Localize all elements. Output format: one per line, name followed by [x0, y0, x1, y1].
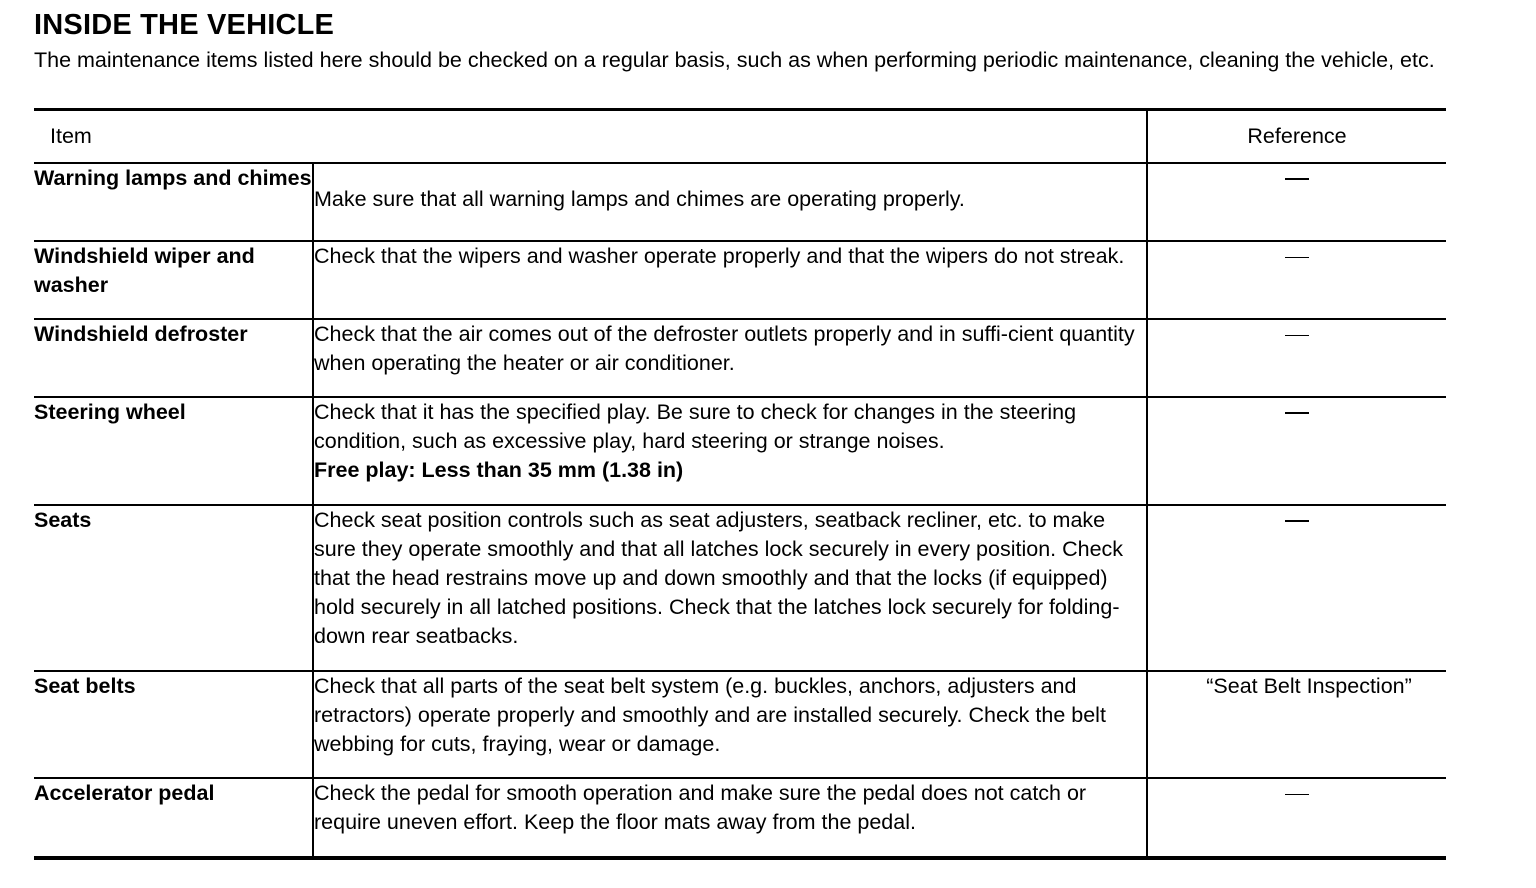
no-reference-dash — [1285, 794, 1309, 795]
intro-paragraph: The maintenance items listed here should be checked on a regular basis, such as when performing periodic maintenance, cleaning the vehicle, etc. — [34, 48, 1435, 72]
item-reference — [1147, 505, 1446, 671]
item-description — [313, 505, 1147, 671]
description-text: Check that the wipers and washer operate properly and that the wipers do not streak. — [314, 244, 1125, 268]
item-name: Warning lamps and chimes — [34, 163, 313, 241]
item-description — [313, 319, 1147, 397]
item-name: Seats — [34, 505, 313, 671]
no-reference-dash — [1285, 520, 1309, 522]
no-reference-dash — [1285, 335, 1309, 336]
description-text: Check seat position controls such as seat adjusters, seatback recliner, etc. to make sure they operate smoothly and that all latches lock securely in every position. Check that the head restrains move up and down smoothly and that the locks (if equipped) hold securely in all latched positions. Check that the latches lock securely for folding-down rear seatbacks. — [314, 508, 1124, 648]
description-text: Check the pedal for smooth operation and make sure the pedal does not catch or require uneven effort. Keep the floor mats away from the pedal. — [314, 781, 1087, 834]
table-row — [34, 241, 1446, 319]
description-text: Check that the air comes out of the defroster outlets properly and in suffi-cient quantity when operating the heater or air conditioner. — [314, 322, 1135, 375]
free-play-spec: Free play: Less than 35 mm (1.38 in) — [314, 458, 684, 482]
table-header-row — [34, 110, 1446, 164]
item-description — [313, 671, 1147, 778]
item-description — [313, 778, 1147, 858]
table-row — [34, 319, 1446, 397]
item-name: Accelerator pedal — [34, 781, 215, 805]
table-row — [34, 778, 1446, 858]
item-reference — [1147, 397, 1446, 505]
document-page — [34, 0, 1446, 834]
table-row — [34, 505, 1446, 671]
table-row — [34, 397, 1446, 505]
header-reference: Reference — [1147, 110, 1446, 164]
table-row — [34, 163, 1446, 241]
item-description — [313, 163, 1147, 241]
no-reference-dash — [1285, 412, 1309, 414]
item-name: Seat belts — [34, 671, 313, 778]
table-row — [34, 671, 1446, 778]
item-reference — [1147, 778, 1446, 858]
item-reference: “Seat Belt Inspection” — [1147, 671, 1446, 778]
header-item: Item — [34, 110, 1147, 164]
item-name: Windshield wiper and washer — [34, 241, 313, 319]
item-description — [313, 397, 1147, 505]
maintenance-table — [34, 108, 1446, 860]
item-name: Steering wheel — [34, 397, 313, 505]
item-name: Windshield defroster — [34, 319, 313, 397]
description-text: Make sure that all warning lamps and chimes are operating properly. — [314, 186, 965, 211]
item-reference — [1147, 241, 1446, 319]
item-description — [313, 241, 1147, 319]
description-text: Check that it has the specified play. Be sure to check for changes in the steering condition, such as excessive play, hard steering or strange noises. — [314, 400, 1077, 453]
item-reference — [1147, 163, 1446, 241]
description-text: Check that all parts of the seat belt system (e.g. buckles, anchors, adjusters and retractors) operate properly and smoothly and are installed securely. Check the belt webbing for cuts, fraying, wear or damage. — [314, 674, 1106, 756]
section-heading: INSIDE THE VEHICLE — [34, 9, 335, 41]
item-reference — [1147, 319, 1446, 397]
no-reference-dash — [1285, 178, 1309, 180]
no-reference-dash — [1285, 257, 1309, 258]
